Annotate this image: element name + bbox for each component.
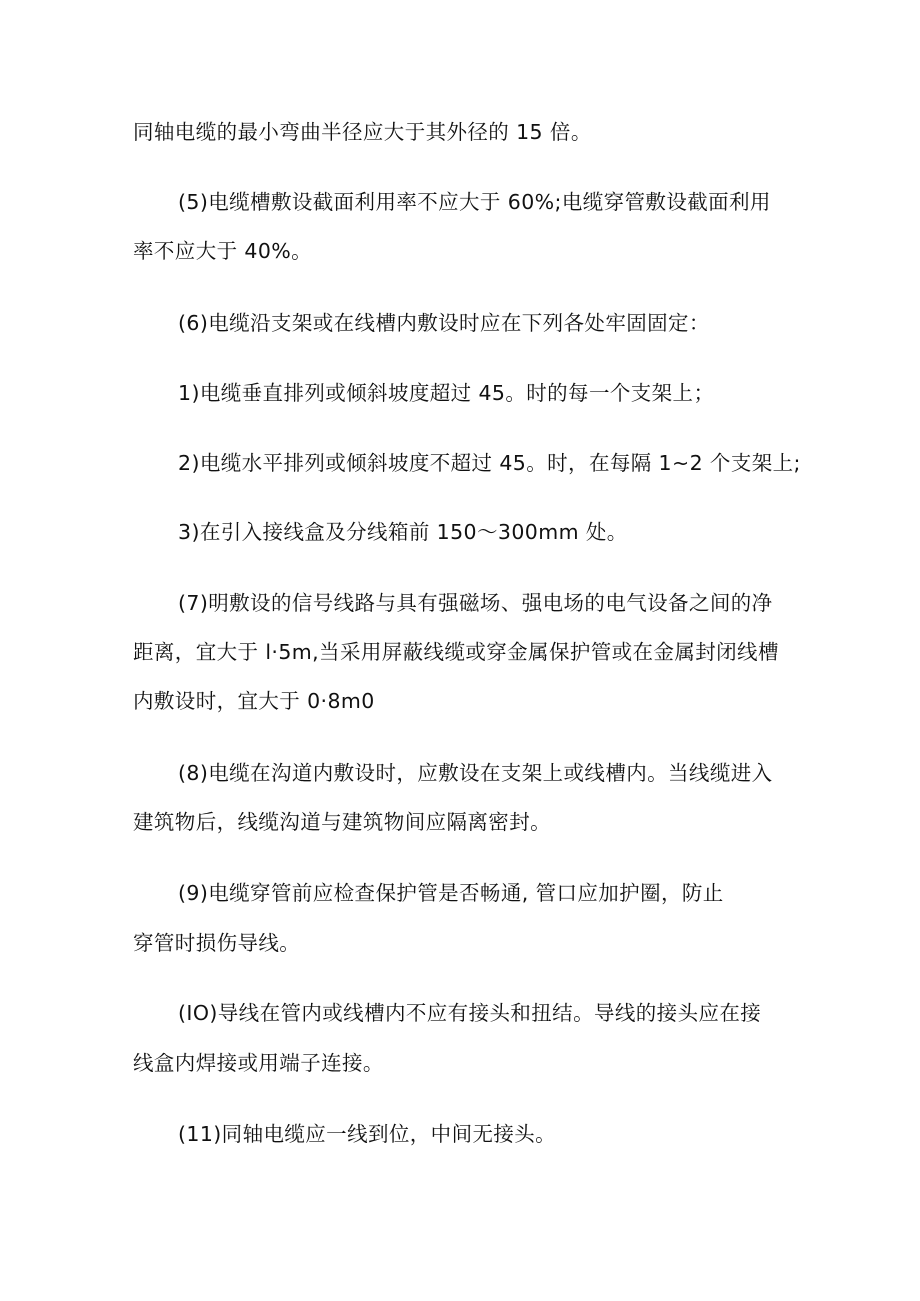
paragraph-line: 建筑物后，线缆沟道与建筑物间应隔离密封。 bbox=[133, 810, 551, 834]
paragraph-line: (7)明敷设的信号线路与具有强磁场、强电场的电气设备之间的净 bbox=[178, 591, 773, 615]
paragraph-line: 率不应大于 40%。 bbox=[133, 239, 313, 263]
paragraph-line: (6)电缆沿支架或在线槽内敷设时应在下列各处牢固固定： bbox=[178, 311, 710, 335]
paragraph-line: 线盒内焊接或用端子连接。 bbox=[133, 1051, 384, 1075]
paragraph-line: 同轴电缆的最小弯曲半径应大于其外径的 15 倍。 bbox=[133, 120, 592, 144]
paragraph-line: (11)同轴电缆应一线到位，中间无接头。 bbox=[178, 1122, 557, 1146]
paragraph-line: (IO)导线在管内或线槽内不应有接头和扭结。导线的接头应在接 bbox=[178, 1001, 762, 1025]
paragraph-line: (9)电缆穿管前应检查保护管是否畅通, 管口应加护圈，防止 bbox=[178, 881, 724, 905]
list-item-line: 3)在引入接线盒及分线箱前 150～300mm 处。 bbox=[178, 520, 628, 544]
paragraph-line: (5)电缆槽敷设截面利用率不应大于 60%;电缆穿管敷设截面利用 bbox=[178, 190, 771, 214]
paragraph-line: 距离，宜大于 l·5m,当采用屏蔽线缆或穿金属保护管或在金属封闭线槽 bbox=[133, 640, 779, 664]
list-item-line: 2)电缆水平排列或倾斜坡度不超过 45。时，在每隔 1~2 个支架上; bbox=[178, 451, 801, 475]
list-item-line: 1)电缆垂直排列或倾斜坡度超过 45。时的每一个支架上； bbox=[178, 381, 715, 405]
paragraph-line: 穿管时损伤导线。 bbox=[133, 931, 301, 955]
paragraph-line: (8)电缆在沟道内敷设时，应敷设在支架上或线槽内。当线缆进入 bbox=[178, 761, 773, 785]
paragraph-line: 内敷设时，宜大于 0·8m0 bbox=[133, 689, 375, 713]
